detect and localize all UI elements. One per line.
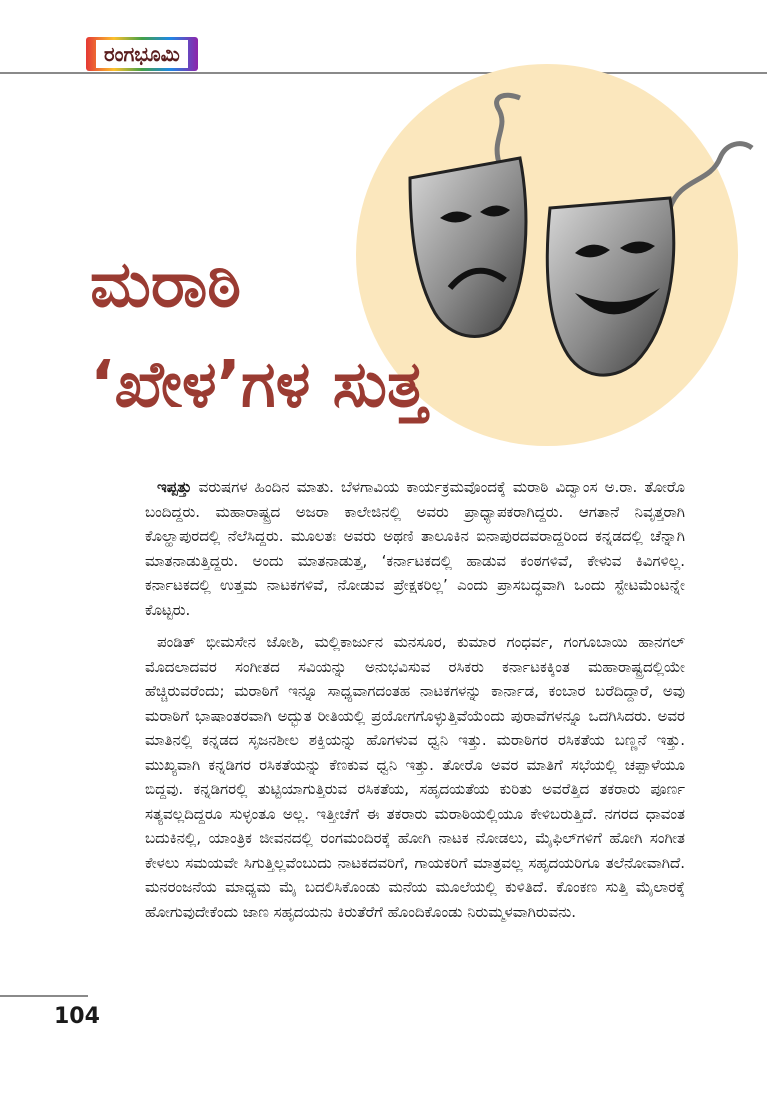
section-label: ರಂಗಭೂಮಿ: [96, 40, 188, 68]
headline-line-2: ‘ಖೇಳ’ಗಳ ಸುತ್ತ: [90, 348, 427, 422]
lead-word: ಇಪ್ಪತ್ತು: [157, 478, 192, 496]
article-paragraph: ಪಂಡಿತ್ ಭೀಮಸೇನ ಜೋಶಿ, ಮಲ್ಲಿಕಾರ್ಜುನ ಮನಸೂರ, ಕುಮಾರ ಗಂಧರ್ವ, ಗಂಗೂಬಾಯಿ ಹಾನಗಲ್ ಮೊದಲಾದವರ ಸಂಗೀತದ ಸವಿಯನ್ನು ಅನುಭವಿಸುವ ರಸಿಕರು ಕರ್ನಾಟಕಕ್ಕಿಂತ ಮಹಾರಾಷ್ಟ್ರದಲ್ಲಿಯೇ ಹೆಚ್ಚಿರುವರೆಂದು; ಮರಾಠಿಗೆ ಇನ್ನೂ ಸಾಧ್ಯವಾಗದಂತಹ ನಾಟಕಗಳನ್ನು ಕಾರ್ನಾಡ, ಕಂಬಾರ ಬರೆದಿದ್ದಾರೆ, ಅವು ಮರಾಠಿಗೆ ಭಾಷಾಂತರವಾಗಿ ಅದ್ಭುತ ರೀತಿಯಲ್ಲಿ ಪ್ರಯೋಗಗೊಳ್ಳುತ್ತಿವೆಯೆಂದು ಪುರಾವೆಗಳನ್ನೂ ಒದಗಿಸಿದರು. ಅವರ ಮಾತಿನಲ್ಲಿ ಕನ್ನಡದ ಸೃಜನಶೀಲ ಶಕ್ತಿಯನ್ನು ಹೊಗಳುವ ಧ್ವನಿ ಇತ್ತು. ಮರಾಠಿಗರ ರಸಿಕತೆಯ ಬಣ್ಣನೆ ಇತ್ತು. ಮುಖ್ಯವಾಗಿ ಕನ್ನಡಿಗರ ರಸಿಕತೆಯನ್ನು ಕೆಣಕುವ ಧ್ವನಿ ಇತ್ತು. ತೋರೊ ಅವರ ಮಾತಿಗೆ ಸಭೆಯಲ್ಲಿ ಚಪ್ಪಾಳೆಯೂ ಬಿದ್ದವು. ಕನ್ನಡಿಗರಲ್ಲಿ ತುಟ್ಟಿಯಾಗುತ್ತಿರುವ ರಸಿಕತೆಯ, ಸಹೃದಯತೆಯ ಕುರಿತು ಅವರೆತ್ತಿದ ತಕರಾರು ಪೂರ್ಣ ಸತ್ಯವಲ್ಲದಿದ್ದರೂ ಸುಳ್ಳಂತೂ ಅಲ್ಲ. ಇತ್ತೀಚೆಗೆ ಈ ತಕರಾರು ಮರಾಠಿಯಲ್ಲಿಯೂ ಕೇಳಿಬರುತ್ತಿದೆ. ನಗರದ ಧಾವಂತ ಬದುಕಿನಲ್ಲಿ, ಯಾಂತ್ರಿಕ ಜೀವನದಲ್ಲಿ ರಂಗಮಂದಿರಕ್ಕೆ ಹೋಗಿ ನಾಟಕ ನೋಡಲು, ಮೈಫಿಲ್‌ಗಳಿಗೆ ಹೋಗಿ ಸಂಗೀತ ಕೇಳಲು ಸಮಯವೇ ಸಿಗುತ್ತಿಲ್ಲವೆಂಬುದು ನಾಟಕದವರಿಗೆ, ಗಾಯಕರಿಗೆ ಮಾತ್ರವಲ್ಲ ಸಹೃದಯರಿಗೂ ತಲೆನೋವಾಗಿದೆ. ಮನರಂಜನೆಯ ಮಾಧ್ಯಮ ಮೈ ಬದಲಿಸಿಕೊಂಡು ಮನೆಯ ಮೂಲೆಯಲ್ಲಿ ಕುಳಿತಿದೆ. ಕೊಂಕಣ ಸುತ್ತಿ ಮೈಲಾರಕ್ಕೆ ಹೋಗುವುದೇಕೆಂದು ಜಾಣ ಸಹೃದಯನು ಕಿರುತೆರೆಗೆ ಹೊಂದಿಕೊಂಡು ನಿರುಮ್ಮಳವಾಗಿರುವನು.: [145, 633, 685, 921]
page-number: 104: [54, 1004, 100, 1029]
paragraph-text: ವರುಷಗಳ ಹಿಂದಿನ ಮಾತು. ಬೆಳಗಾವಿಯ ಕಾರ್ಯಕ್ರಮವೊಂದಕ್ಕೆ ಮರಾಠಿ ವಿದ್ವಾಂಸ ಅ.ರಾ. ತೋರೊ ಬಂದಿದ್ದರು. ಮಹಾರಾಷ್ಟ್ರದ ಅಜರಾ ಕಾಲೇಜಿನಲ್ಲಿ ಅವರು ಪ್ರಾಧ್ಯಾಪಕರಾಗಿದ್ದರು. ಆಗತಾನೆ ನಿವೃತ್ತರಾಗಿ ಕೊಲ್ಹಾಪುರದಲ್ಲಿ ನೆಲೆಸಿದ್ದರು. ಮೂಲತಃ ಅವರು ಅಥಣಿ ತಾಲೂಕಿನ ಐನಾಪುರದವರಾದ್ದರಿಂದ ಕನ್ನಡದಲ್ಲಿ ಚೆನ್ನಾಗಿ ಮಾತನಾಡುತ್ತಿದ್ದರು. ಅಂದು ಮಾತನಾಡುತ್ತ, ‘ಕರ್ನಾಟಕದಲ್ಲಿ ಹಾಡುವ ಕಂಠಗಳಿವೆ, ಕೇಳುವ ಕಿವಿಗಳಿಲ್ಲ. ಕರ್ನಾಟಕದಲ್ಲಿ ಉತ್ತಮ ನಾಟಕಗಳಿವೆ, ನೋಡುವ ಪ್ರೇಕ್ಷಕರಿಲ್ಲ’ ಎಂದು ಪ್ರಾಸಬದ್ಧವಾಗಿ ಒಂದು ಸ್ಟೇಟಮೆಂಟನ್ನೇ ಕೊಟ್ಟರು.: [145, 478, 685, 619]
footer-rule: [0, 995, 88, 997]
article-body: [145, 475, 685, 924]
headline-line-1: ಮರಾಠಿ: [90, 248, 242, 322]
section-badge: [86, 37, 198, 71]
headline: [90, 240, 650, 430]
header-rule: [0, 72, 767, 74]
article-paragraph: [145, 475, 685, 622]
